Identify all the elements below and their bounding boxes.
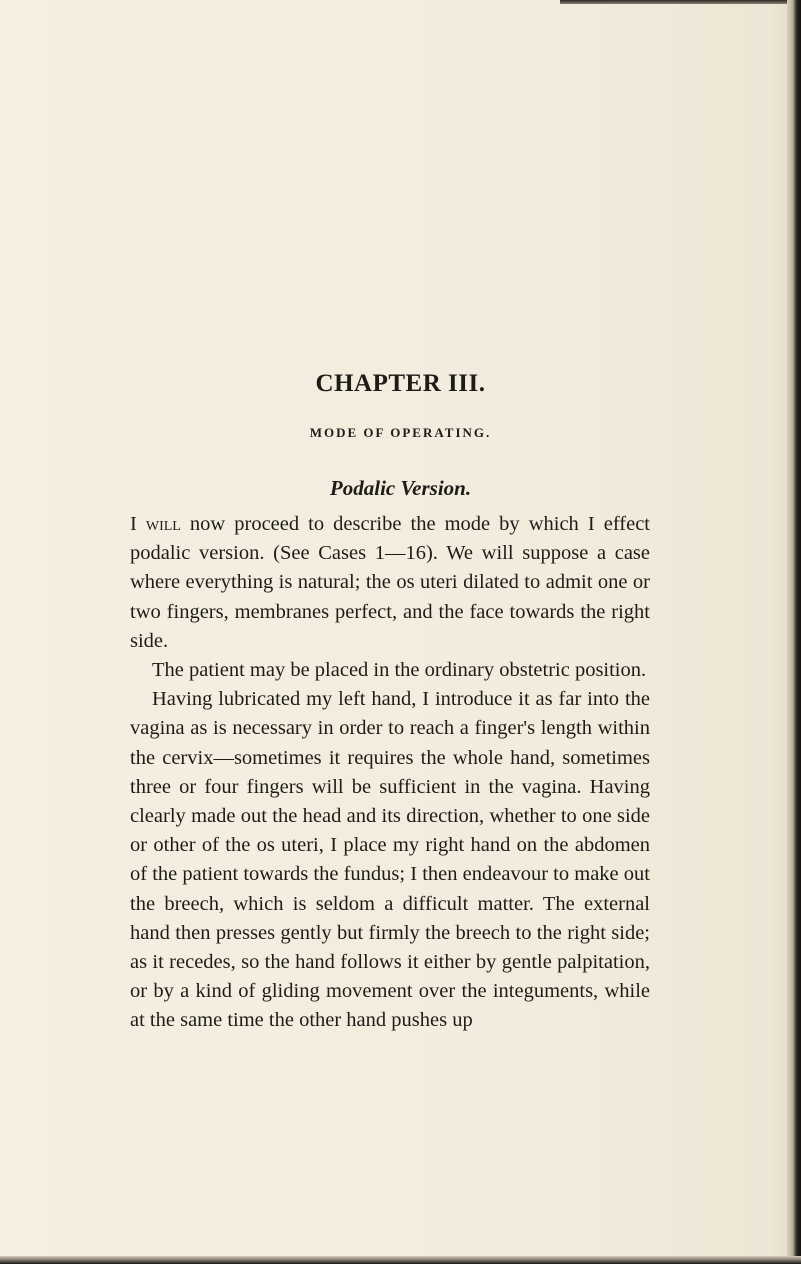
paragraph-1-lead: I will	[130, 513, 181, 535]
chapter-title: CHAPTER III.	[315, 370, 486, 397]
paragraph-2: The patient may be placed in the ordinary obstetric position.	[152, 659, 647, 682]
section-title: Podalic Version.	[329, 476, 472, 500]
paragraph-3: Having lubricated my left hand, I introduce it as far into the vagina as is necessary in order to reach a finger's length within the cervix—sometimes it requires the whole hand, sometimes three or four fingers will be sufficient in the vagina. Having clearly made out the head and its direction, whether to one side or other of the os uteri, I place my right hand on the abdomen of the patient towards the fundus; I then endeavour to make out the breech, which is seldom a difficult matter. The external hand then presses gently but firmly the breech to the right side; as it recedes, so the hand follows it either by gentle palpitation, or by a kind of gliding movement over the integuments, while at the same time the other hand pushes up	[130, 688, 650, 1032]
chapter-subtitle: MODE OF OPERATING.	[309, 425, 492, 440]
page-edge-bottom	[0, 1256, 801, 1264]
page-edge-right	[787, 0, 801, 1264]
page-edge-top	[560, 0, 801, 4]
paragraph-1	[130, 510, 650, 656]
body-text	[130, 510, 650, 1036]
paragraph-1-text: now proceed to describe the mode by which I effect podalic version. (See Cases 1—16). We will suppose a case where everything is natural; the os uteri dilated to admit one or two fingers, membranes perfect, and the face towards the right side.	[130, 513, 650, 652]
